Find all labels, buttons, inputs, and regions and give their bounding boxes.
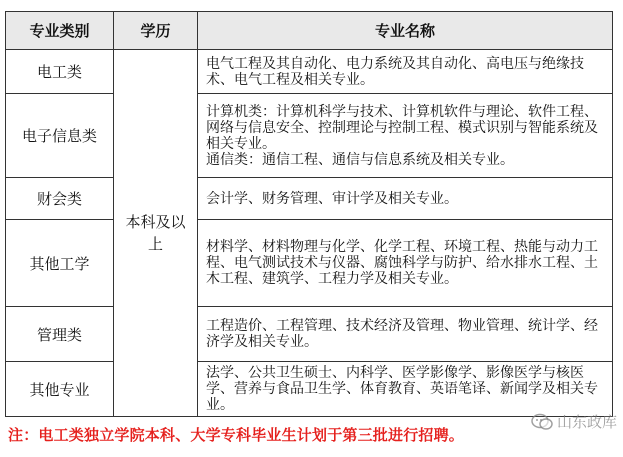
watermark-text: 山东政库 [556,413,617,431]
category-cell: 财会类 [6,178,114,220]
major-cell: 法学、公共卫生硕士、内科学、医学影像学、影像医学与核医学、营养与食品卫生学、体育教育、英语笔译、新闻学及相关专业。 [198,362,613,417]
major-cell [198,94,613,178]
header-education: 学历 [114,12,198,50]
category-cell: 其他专业 [6,362,114,417]
table-row [6,220,613,307]
category-cell: 电子信息类 [6,94,114,178]
major-cell: 会计学、财务管理、审计学及相关专业。 [198,178,613,220]
major-cell: 材料学、材料物理与化学、化学工程、环境工程、热能与动力工程、电气测试技术与仪器、腐蚀科学与防护、给水排水工程、土木工程、建筑学、工程力学及相关专业。 [198,220,613,307]
table-row [6,307,613,362]
table-row [6,50,613,94]
major-cell: 电气工程及其自动化、电力系统及其自动化、高电压与绝缘技术、电气工程及相关专业。 [198,50,613,94]
table-row [6,362,613,417]
chat-bubble-icon [531,413,553,431]
table-header-row [6,12,613,50]
category-cell: 其他工学 [6,220,114,307]
header-category: 专业类别 [6,12,114,50]
header-major: 专业名称 [198,12,613,50]
major-requirements-table [5,11,613,417]
table-row [6,178,613,220]
major-computer-line: 计算机类：计算机科学与技术、计算机软件与理论、软件工程、网络与信息安全、控制理论与控制工程、模式识别与智能系统及相关专业。 通信类：通信工程、通信与信息系统及相关专业。 [206,103,598,168]
table-row [6,94,613,178]
category-cell: 电工类 [6,50,114,94]
category-cell: 管理类 [6,307,114,362]
watermark [531,411,617,432]
footnote: 注：电工类独立学院本科、大学专科毕业生计划于第三批进行招聘。 [8,426,465,444]
major-cell: 工程造价、工程管理、技术经济及管理、物业管理、统计学、经济学及相关专业。 [198,307,613,362]
education-cell: 本科及以上 [114,50,198,417]
